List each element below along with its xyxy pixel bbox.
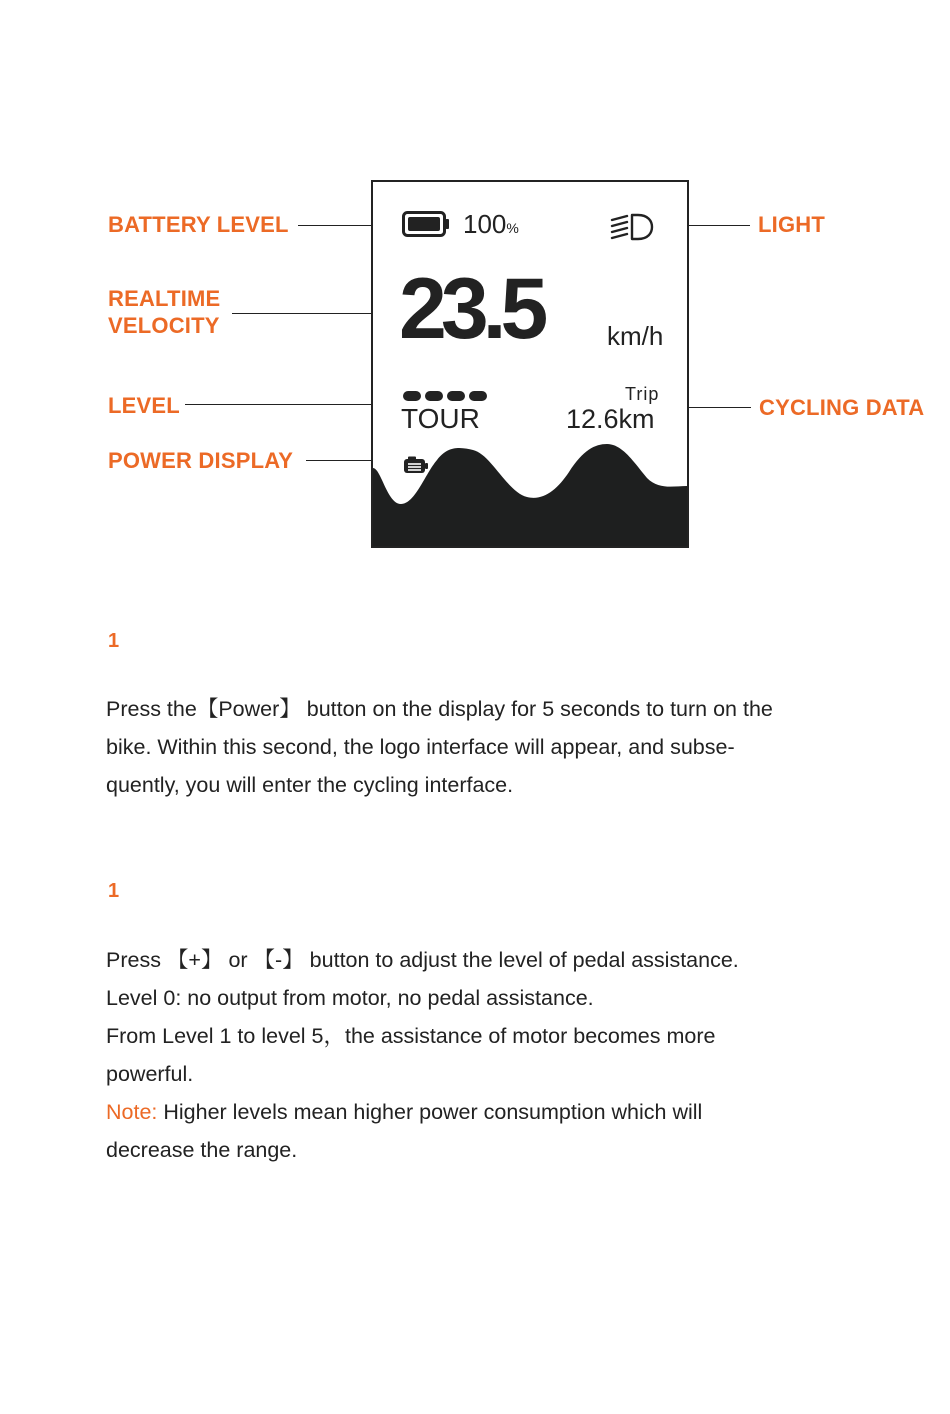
section-2-note <box>106 1093 866 1131</box>
bike-display <box>371 180 689 548</box>
section-2-line-1: Press 【+】 or 【-】 button to adjust the level of pedal assistance. <box>106 948 739 972</box>
section-1-line-2: bike. Within this second, the logo interface will appear, and subse- <box>106 735 735 759</box>
assist-level-dots-icon <box>403 390 489 402</box>
section-1-text <box>106 690 866 804</box>
section-2-number: 1 <box>108 880 120 902</box>
light-label: LIGHT <box>758 212 825 237</box>
battery-level-label: BATTERY LEVEL <box>108 212 289 237</box>
realtime-velocity-leader <box>232 313 393 314</box>
level-leader <box>185 404 393 405</box>
realtime-velocity-label <box>108 285 220 339</box>
section-2-text <box>106 941 866 1169</box>
section-2-line-4: powerful. <box>106 1062 194 1086</box>
section-1-number: 1 <box>108 630 120 652</box>
trip-label: Trip <box>625 384 660 404</box>
assist-level-mode: TOUR <box>401 403 480 434</box>
power-display-label: POWER DISPLAY <box>108 448 294 473</box>
level-label: LEVEL <box>108 393 180 418</box>
section-1-line-3: quently, you will enter the cycling interface. <box>106 773 514 797</box>
section-2-note-line-2: decrease the range. <box>106 1138 298 1162</box>
battery-percentage <box>463 209 519 243</box>
cycling-data-label: CYCLING DATA <box>759 395 925 420</box>
section-2-line-2: Level 0: no output from motor, no pedal assistance. <box>106 986 594 1010</box>
trip-value: 12.6km <box>566 404 655 434</box>
battery-unit: % <box>506 220 519 236</box>
section-1-line-1: Press the【Power】 button on the display for 5 seconds to turn on the <box>106 697 773 721</box>
battery-full-icon <box>402 211 450 237</box>
speed-value: 23.5 <box>399 261 543 357</box>
realtime-velocity-label-line1: REALTIME <box>108 286 221 311</box>
battery-value: 100 <box>463 209 507 239</box>
note-text: Higher levels mean higher power consumption which will <box>157 1100 703 1124</box>
section-2-line-3: From Level 1 to level 5，the assistance of motor becomes more <box>106 1024 716 1048</box>
note-label: Note: <box>106 1100 158 1124</box>
motor-power-icon <box>403 456 429 474</box>
realtime-velocity-label-line2: VELOCITY <box>108 313 220 338</box>
headlight-icon <box>608 212 654 242</box>
speed-unit: km/h <box>607 321 664 351</box>
